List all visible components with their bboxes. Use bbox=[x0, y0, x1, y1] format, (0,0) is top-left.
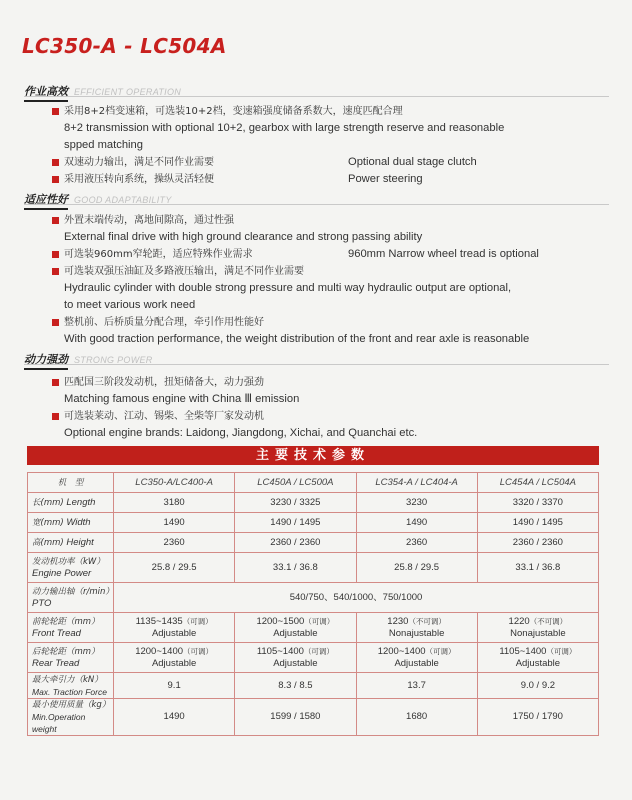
feature-line-en: Hydraulic cylinder with double strong pressure and multi way hydraulic output are optional, bbox=[64, 282, 512, 294]
table-row bbox=[28, 613, 599, 643]
page-title: LC350-A - LC504A bbox=[22, 34, 227, 58]
section-header-adaptability bbox=[24, 190, 609, 205]
feature-line-en: 960mm Narrow wheel tread is optional bbox=[348, 248, 539, 260]
table-cell: 1200~1400（可调） Adjustable bbox=[114, 643, 235, 673]
feature-line-en: spped matching bbox=[64, 139, 143, 151]
table-cell: 1490 bbox=[356, 513, 477, 533]
table-cell: 1135~1435（可调） Adjustable bbox=[114, 613, 235, 643]
feature-line: 采用液压转向系统，操纵灵活轻便 Power steering bbox=[64, 171, 604, 188]
section-body-efficient bbox=[64, 103, 604, 188]
section-title-cn: 动力强劲 bbox=[24, 351, 68, 370]
feature-line-en: Power steering bbox=[348, 173, 423, 185]
table-cell: 3230 bbox=[356, 493, 477, 513]
header-cell-model: LC454A / LC504A bbox=[477, 473, 598, 493]
table-row bbox=[28, 553, 599, 583]
section-title-en: EFFICIENT OPERATION bbox=[74, 87, 182, 97]
section-header-efficient bbox=[24, 82, 609, 97]
row-label: 动力输出轴（r/min） PTO bbox=[28, 583, 114, 613]
table-cell: 1230（不可调） Nonajustable bbox=[356, 613, 477, 643]
feature-line: 可选装莱动、江动、锡柴、全柴等厂家发动机 bbox=[64, 408, 604, 425]
section-body-adaptability bbox=[64, 212, 604, 348]
table-cell: 9.0 / 9.2 bbox=[477, 673, 598, 699]
row-label: 后轮轮距（mm） Rear Tread bbox=[28, 643, 114, 673]
table-header-row bbox=[28, 473, 599, 493]
table-cell-merged: 540/750、540/1000、750/1000 bbox=[114, 583, 599, 613]
bullet-icon bbox=[52, 217, 59, 224]
feature-line: 外置末端传动，离地间隙高，通过性强 bbox=[64, 212, 604, 229]
table-cell: 8.3 / 8.5 bbox=[235, 673, 356, 699]
table-cell: 1490 bbox=[114, 513, 235, 533]
table-cell: 1220（不可调） Nonajustable bbox=[477, 613, 598, 643]
table-row bbox=[28, 583, 599, 613]
row-label: 高(mm) Height bbox=[28, 533, 114, 553]
row-label: 前轮轮距（mm） Front Tread bbox=[28, 613, 114, 643]
bullet-icon bbox=[52, 108, 59, 115]
table-row bbox=[28, 533, 599, 553]
bullet-icon bbox=[52, 176, 59, 183]
row-label: 最大牵引力（kN） Max. Traction Force bbox=[28, 673, 114, 699]
feature-line: 采用8+2档变速箱，可选装10+2档，变速箱强度储备系数大，速度匹配合理 bbox=[64, 103, 604, 120]
header-cell-label: 机 型 bbox=[28, 473, 114, 493]
table-cell: 25.8 / 29.5 bbox=[356, 553, 477, 583]
table-row bbox=[28, 699, 599, 736]
table-row bbox=[28, 673, 599, 699]
bullet-icon bbox=[52, 319, 59, 326]
table-cell: 9.1 bbox=[114, 673, 235, 699]
feature-line: 双速动力输出，满足不同作业需要 Optional dual stage clutch bbox=[64, 154, 604, 171]
table-cell: 1490 / 1495 bbox=[477, 513, 598, 533]
row-label: 最小使用质量（kg） Min.Operation weight bbox=[28, 699, 114, 736]
feature-line: 可选装960mm窄轮距，适应特殊作业需求 960mm Narrow wheel tread is optional bbox=[64, 246, 604, 263]
feature-line-en: to meet various work need bbox=[64, 299, 196, 311]
section-title-en: STRONG POWER bbox=[74, 355, 153, 365]
feature-line-en: Matching famous engine with China Ⅲ emission bbox=[64, 393, 300, 405]
table-row bbox=[28, 493, 599, 513]
feature-line: 匹配国三阶段发动机，扭矩储备大，动力强劲 bbox=[64, 374, 604, 391]
feature-line-en: Optional dual stage clutch bbox=[348, 156, 477, 168]
specs-table bbox=[27, 472, 599, 736]
table-cell: 3180 bbox=[114, 493, 235, 513]
table-cell: 1490 / 1495 bbox=[235, 513, 356, 533]
table-cell: 1200~1500（可调） Adjustable bbox=[235, 613, 356, 643]
table-row bbox=[28, 643, 599, 673]
section-title-cn: 适应性好 bbox=[24, 191, 68, 210]
table-row bbox=[28, 513, 599, 533]
table-cell: 33.1 / 36.8 bbox=[235, 553, 356, 583]
feature-line-en: With good traction performance, the weight distribution of the front and rear axle is reasonable bbox=[64, 333, 530, 345]
row-label: 长(mm) Length bbox=[28, 493, 114, 513]
feature-line-en: External final drive with high ground clearance and strong passing ability bbox=[64, 231, 423, 243]
table-cell: 2360 / 2360 bbox=[235, 533, 356, 553]
table-cell: 13.7 bbox=[356, 673, 477, 699]
bullet-icon bbox=[52, 379, 59, 386]
table-cell: 3320 / 3370 bbox=[477, 493, 598, 513]
table-cell: 2360 / 2360 bbox=[477, 533, 598, 553]
table-cell: 2360 bbox=[356, 533, 477, 553]
feature-line-en: 8+2 transmission with optional 10+2, gearbox with large strength reserve and reasonable bbox=[64, 122, 505, 134]
bullet-icon bbox=[52, 251, 59, 258]
table-cell: 1200~1400（可调） Adjustable bbox=[356, 643, 477, 673]
specs-banner: 主要技术参数 bbox=[27, 446, 599, 465]
table-cell: 1750 / 1790 bbox=[477, 699, 598, 736]
header-cell-model: LC450A / LC500A bbox=[235, 473, 356, 493]
table-cell: 25.8 / 29.5 bbox=[114, 553, 235, 583]
section-title-en: GOOD ADAPTABILITY bbox=[74, 195, 172, 205]
feature-line-en: Optional engine brands: Laidong, Jiangdong, Xichai, and Quanchai etc. bbox=[64, 427, 418, 439]
table-cell: 2360 bbox=[114, 533, 235, 553]
header-cell-model: LC354-A / LC404-A bbox=[356, 473, 477, 493]
bullet-icon bbox=[52, 413, 59, 420]
table-cell: 1105~1400（可调） Adjustable bbox=[477, 643, 598, 673]
bullet-icon bbox=[52, 268, 59, 275]
row-label: 宽(mm) Width bbox=[28, 513, 114, 533]
section-title-cn: 作业高效 bbox=[24, 83, 68, 102]
table-cell: 1599 / 1580 bbox=[235, 699, 356, 736]
feature-line: 可选装双强压油缸及多路液压输出，满足不同作业需要 bbox=[64, 263, 604, 280]
table-cell: 1680 bbox=[356, 699, 477, 736]
table-cell: 1490 bbox=[114, 699, 235, 736]
table-cell: 1105~1400（可调） Adjustable bbox=[235, 643, 356, 673]
bullet-icon bbox=[52, 159, 59, 166]
table-cell: 33.1 / 36.8 bbox=[477, 553, 598, 583]
section-body-power bbox=[64, 374, 604, 442]
header-cell-model: LC350-A/LC400-A bbox=[114, 473, 235, 493]
row-label: 发动机功率（kW） Engine Power bbox=[28, 553, 114, 583]
section-header-power bbox=[24, 350, 609, 365]
feature-line: 整机前、后桥质量分配合理，牵引作用性能好 bbox=[64, 314, 604, 331]
table-cell: 3230 / 3325 bbox=[235, 493, 356, 513]
